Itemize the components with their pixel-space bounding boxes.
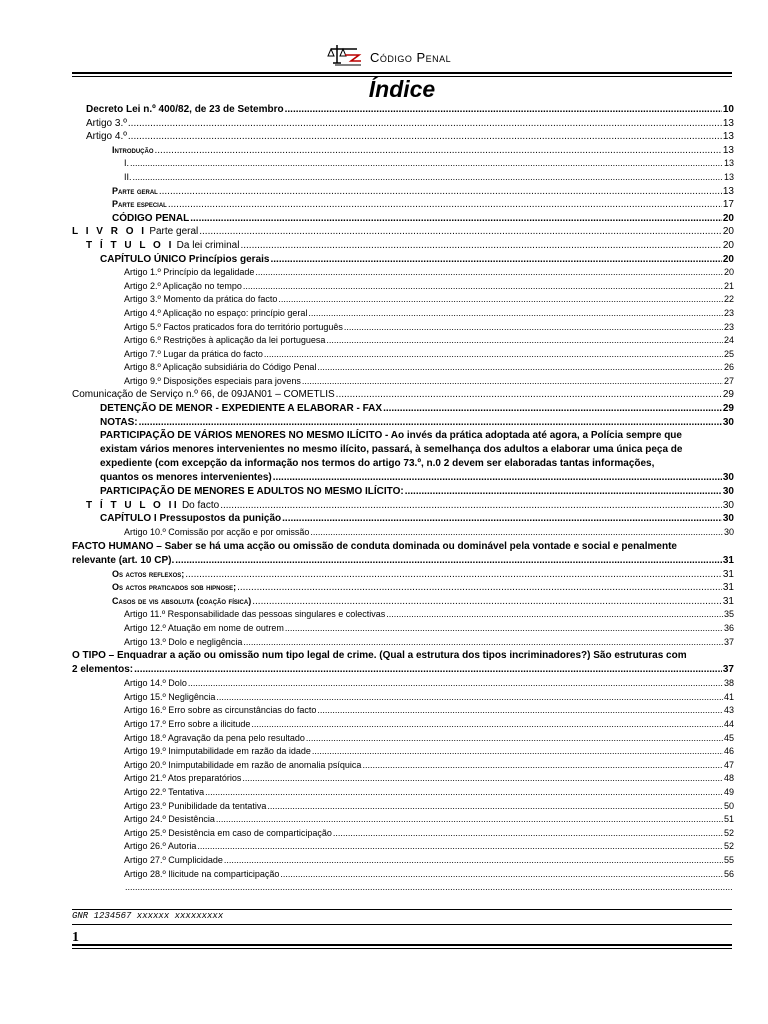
toc-entry[interactable]: CAPÍTULO I Pressupostos da punição ..... 30 (72, 512, 734, 526)
toc-entry[interactable]: Artigo 20.º Inimputabilidade em razão de anomalia psíquica ..... 47 (72, 759, 734, 773)
toc-entry[interactable]: Artigo 28.º Ilicitude na comparticipação ..... 56 (72, 868, 734, 882)
toc-entry[interactable]: Artigo 3.º ..... 13 (72, 117, 734, 131)
toc-entry[interactable]: Artigo 13.º Dolo e negligência ..... 37 (72, 636, 734, 650)
toc-entry[interactable]: CÓDIGO PENAL ..... 20 (72, 212, 734, 226)
toc-entry[interactable] (72, 881, 734, 895)
toc-entry[interactable]: Artigo 6.º Restrições à aplicação da lei portuguesa ..... 24 (72, 334, 734, 348)
toc-entry[interactable]: Artigo 22.º Tentativa ..... 49 (72, 786, 734, 800)
toc-entry[interactable]: Artigo 18.º Agravação da pena pelo resultado ..... 45 (72, 732, 734, 746)
header-rule (72, 72, 732, 74)
toc-entry[interactable]: T Í T U L O I Da lei criminal ..... 20 (72, 239, 734, 253)
toc-entry[interactable]: L I V R O I Parte geral ..... 20 (72, 225, 734, 239)
toc-entry[interactable]: Artigo 9.º Disposições especiais para jovens ..... 27 (72, 375, 734, 389)
toc-entry[interactable]: Artigo 27.º Cumplicidade ..... 55 (72, 854, 734, 868)
toc-entry[interactable]: Os actos praticados sob hipnose; ..... 31 (72, 581, 734, 595)
header-title: Código Penal (370, 50, 452, 65)
toc-entry[interactable]: Artigo 26.º Autoria ..... 52 (72, 840, 734, 854)
toc-entry[interactable]: Os actos reflexos; ..... 31 (72, 568, 734, 582)
toc-entry[interactable]: Artigo 12.º Atuação em nome de outrem ..... 36 (72, 622, 734, 636)
toc-entry[interactable]: Artigo 16.º Erro sobre as circunstâncias do facto ..... 43 (72, 704, 734, 718)
toc-entry[interactable]: PARTICIPAÇÃO DE VÁRIOS MENORES NO MESMO ILÍCITO - Ao invés da prática adoptada até agora, a Polícia sempre que existam vários menores intervenientes no mesmo ilícito, passará, à semelhança dos adultos a elaborar uma única peça de expediente (com excepção da informação nos termos do artigo 73.º, n.0 2 devem ser elaboradas tantas informações, quantos os menores intervenientes) ..... 30 (72, 429, 734, 485)
toc-entry[interactable]: I. ..... 13 (72, 157, 734, 171)
toc-entry[interactable]: Artigo 19.º Inimputabilidade em razão da idade ..... 46 (72, 745, 734, 759)
toc-entry[interactable]: Artigo 21.º Atos preparatórios ..... 48 (72, 772, 734, 786)
toc-entry[interactable]: T Í T U L O II Do facto ..... 30 (72, 499, 734, 513)
toc-entry[interactable]: Decreto Lei n.º 400/82, de 23 de Setembro ..... 10 (72, 103, 734, 117)
footer-text: GNR 1234567 xxxxxx xxxxxxxxx (72, 911, 224, 921)
toc-entry[interactable]: Parte especial ..... 17 (72, 198, 734, 212)
toc-entry[interactable]: Comunicação de Serviço n.º 66, de 09JAN01 – COMETLIS ..... 29 (72, 388, 734, 402)
page-number: 1 (72, 930, 79, 945)
toc-entry[interactable]: Artigo 7.º Lugar da prática do facto ..... 25 (72, 348, 734, 362)
toc-entry[interactable]: Casos de vis absoluta (coação física) ..... 31 (72, 595, 734, 609)
toc-entry[interactable]: Artigo 25.º Desistência em caso de comparticipação ..... 52 (72, 827, 734, 841)
footer-rule-thin (72, 924, 732, 925)
toc-entry[interactable]: Artigo 14.º Dolo ..... 38 (72, 677, 734, 691)
footer-rule-bottom (72, 948, 732, 949)
toc-entry[interactable]: O TIPO – Enquadrar a ação ou omissão num tipo legal de crime. (Qual a estrutura dos tipos incriminadores?) São estruturas com 2 elementos: ..... 37 (72, 649, 734, 677)
toc-entry[interactable]: Artigo 23.º Punibilidade da tentativa ..... 50 (72, 800, 734, 814)
toc-entry[interactable]: Artigo 11.º Responsabilidade das pessoas singulares e colectivas ..... 35 (72, 608, 734, 622)
toc-entry[interactable]: Parte geral ..... 13 (72, 185, 734, 199)
toc-entry[interactable]: Artigo 4.º Aplicação no espaço: princípio geral ..... 23 (72, 307, 734, 321)
footer-rule (72, 909, 732, 910)
toc-entry[interactable]: Artigo 10.º Comissão por acção e por omissão ..... 30 (72, 526, 734, 540)
toc-entry[interactable]: Artigo 2.º Aplicação no tempo ..... 21 (72, 280, 734, 294)
toc-entry[interactable]: II. ..... 13 (72, 171, 734, 185)
toc-entry[interactable]: FACTO HUMANO – Saber se há uma acção ou omissão de conduta dominada ou dominável pela vontade e social e penalmente relevante (art. 10 CP). ..... 31 (72, 540, 734, 568)
toc-entry[interactable]: Artigo 17.º Erro sobre a ilicitude ..... 44 (72, 718, 734, 732)
toc-entry[interactable]: Artigo 15.º Negligência ..... 41 (72, 691, 734, 705)
toc-entry[interactable]: Introdução ..... 13 (72, 144, 734, 158)
toc-entry[interactable]: NOTAS: ..... 30 (72, 416, 734, 430)
toc-entry[interactable]: Artigo 24.º Desistência ..... 51 (72, 813, 734, 827)
footer-rule-thick (72, 944, 732, 946)
toc-entry[interactable]: Artigo 8.º Aplicação subsidiária do Código Penal ..... 26 (72, 361, 734, 375)
page-header (0, 42, 768, 72)
toc-entry[interactable]: Artigo 4.º ..... 13 (72, 130, 734, 144)
scales-of-justice-icon (327, 43, 363, 67)
toc-entry[interactable]: Artigo 5.º Factos praticados fora do território português ..... 23 (72, 321, 734, 335)
toc-entry[interactable]: Artigo 1.º Princípio da legalidade ..... 20 (72, 266, 734, 280)
toc-entry[interactable]: DETENÇÃO DE MENOR - EXPEDIENTE A ELABORAR - FAX ..... 29 (72, 402, 734, 416)
table-of-contents (72, 103, 734, 895)
page-title: Índice (368, 76, 436, 102)
toc-entry[interactable]: Artigo 3.º Momento da prática do facto ..... 22 (72, 293, 734, 307)
toc-entry[interactable]: CAPÍTULO ÚNICO Princípios gerais ..... 20 (72, 253, 734, 267)
toc-entry[interactable]: PARTICIPAÇÃO DE MENORES E ADULTOS NO MESMO ILÍCITO: ..... 30 (72, 485, 734, 499)
